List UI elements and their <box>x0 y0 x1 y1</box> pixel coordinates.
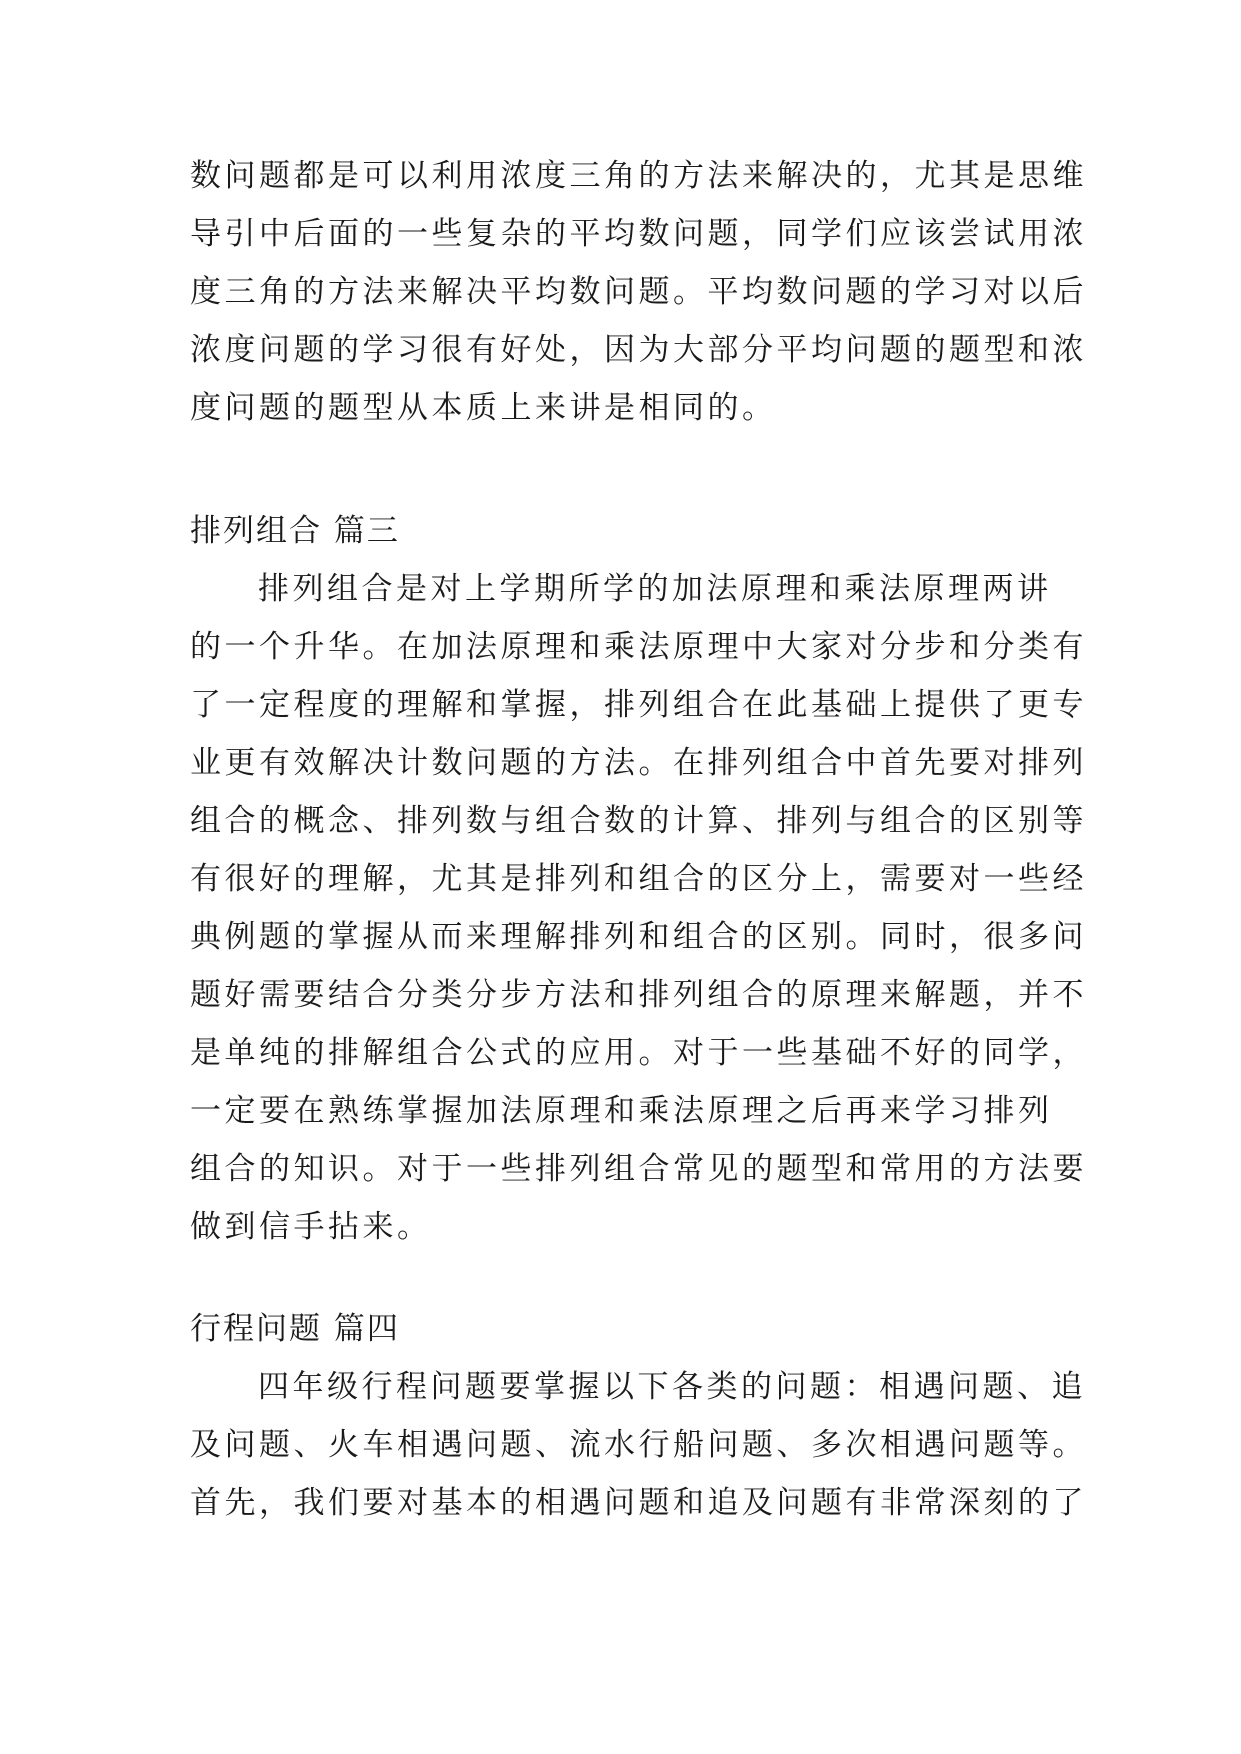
section-heading-permutation <box>190 502 1060 560</box>
text-line: 题好需要结合分类分步方法和排列组合的原理来解题，并不 <box>190 977 1087 1013</box>
text-line: 导引中后面的一些复杂的平均数问题，同学们应该尝试用浓 <box>190 216 1087 252</box>
text-line: 度问题的题型从本质上来讲是相同的。 <box>190 390 777 426</box>
text-line: 业更有效解决计数问题的方法。在排列组合中首先要对排列 <box>190 745 1087 781</box>
text-line: 首先，我们要对基本的相遇问题和追及问题有非常深刻的了 <box>190 1485 1087 1521</box>
text-line: 数问题都是可以利用浓度三角的方法来解决的，尤其是思维 <box>190 158 1087 194</box>
text-line: 及问题、火车相遇问题、流水行船问题、多次相遇问题等。 <box>190 1427 1087 1463</box>
text-line: 有很好的理解，尤其是排列和组合的区分上，需要对一些经 <box>190 861 1087 897</box>
section-heading-travel <box>190 1300 1060 1358</box>
paragraph-travel <box>190 1358 1087 1532</box>
text-line: 组合的概念、排列数与组合数的计算、排列与组合的区别等 <box>190 803 1087 839</box>
text-line: 典例题的掌握从而来理解排列和组合的区别。同时，很多问 <box>190 919 1087 955</box>
section-heading: 排列组合 篇三 <box>190 513 400 549</box>
section-heading: 行程问题 篇四 <box>190 1311 400 1347</box>
text-line: 是单纯的排解组合公式的应用。对于一些基础不好的同学， <box>190 1035 1087 1071</box>
text-line: 的一个升华。在加法原理和乘法原理中大家对分步和分类有 <box>190 629 1087 665</box>
paragraph-permutation <box>190 560 1087 1256</box>
text-line: 排列组合是对上学期所学的加法原理和乘法原理两讲 <box>258 571 1052 607</box>
text-line: 做到信手拈来。 <box>190 1209 432 1245</box>
text-line: 组合的知识。对于一些排列组合常见的题型和常用的方法要 <box>190 1151 1087 1187</box>
text-line: 了一定程度的理解和掌握，排列组合在此基础上提供了更专 <box>190 687 1087 723</box>
text-line: 一定要在熟练掌握加法原理和乘法原理之后再来学习排列 <box>190 1093 1053 1129</box>
text-line: 度三角的方法来解决平均数问题。平均数问题的学习对以后 <box>190 274 1087 310</box>
text-line: 四年级行程问题要掌握以下各类的问题：相遇问题、追 <box>258 1369 1086 1405</box>
paragraph-average-concentration <box>190 147 1087 437</box>
text-line: 浓度问题的学习很有好处，因为大部分平均问题的题型和浓 <box>190 332 1087 368</box>
